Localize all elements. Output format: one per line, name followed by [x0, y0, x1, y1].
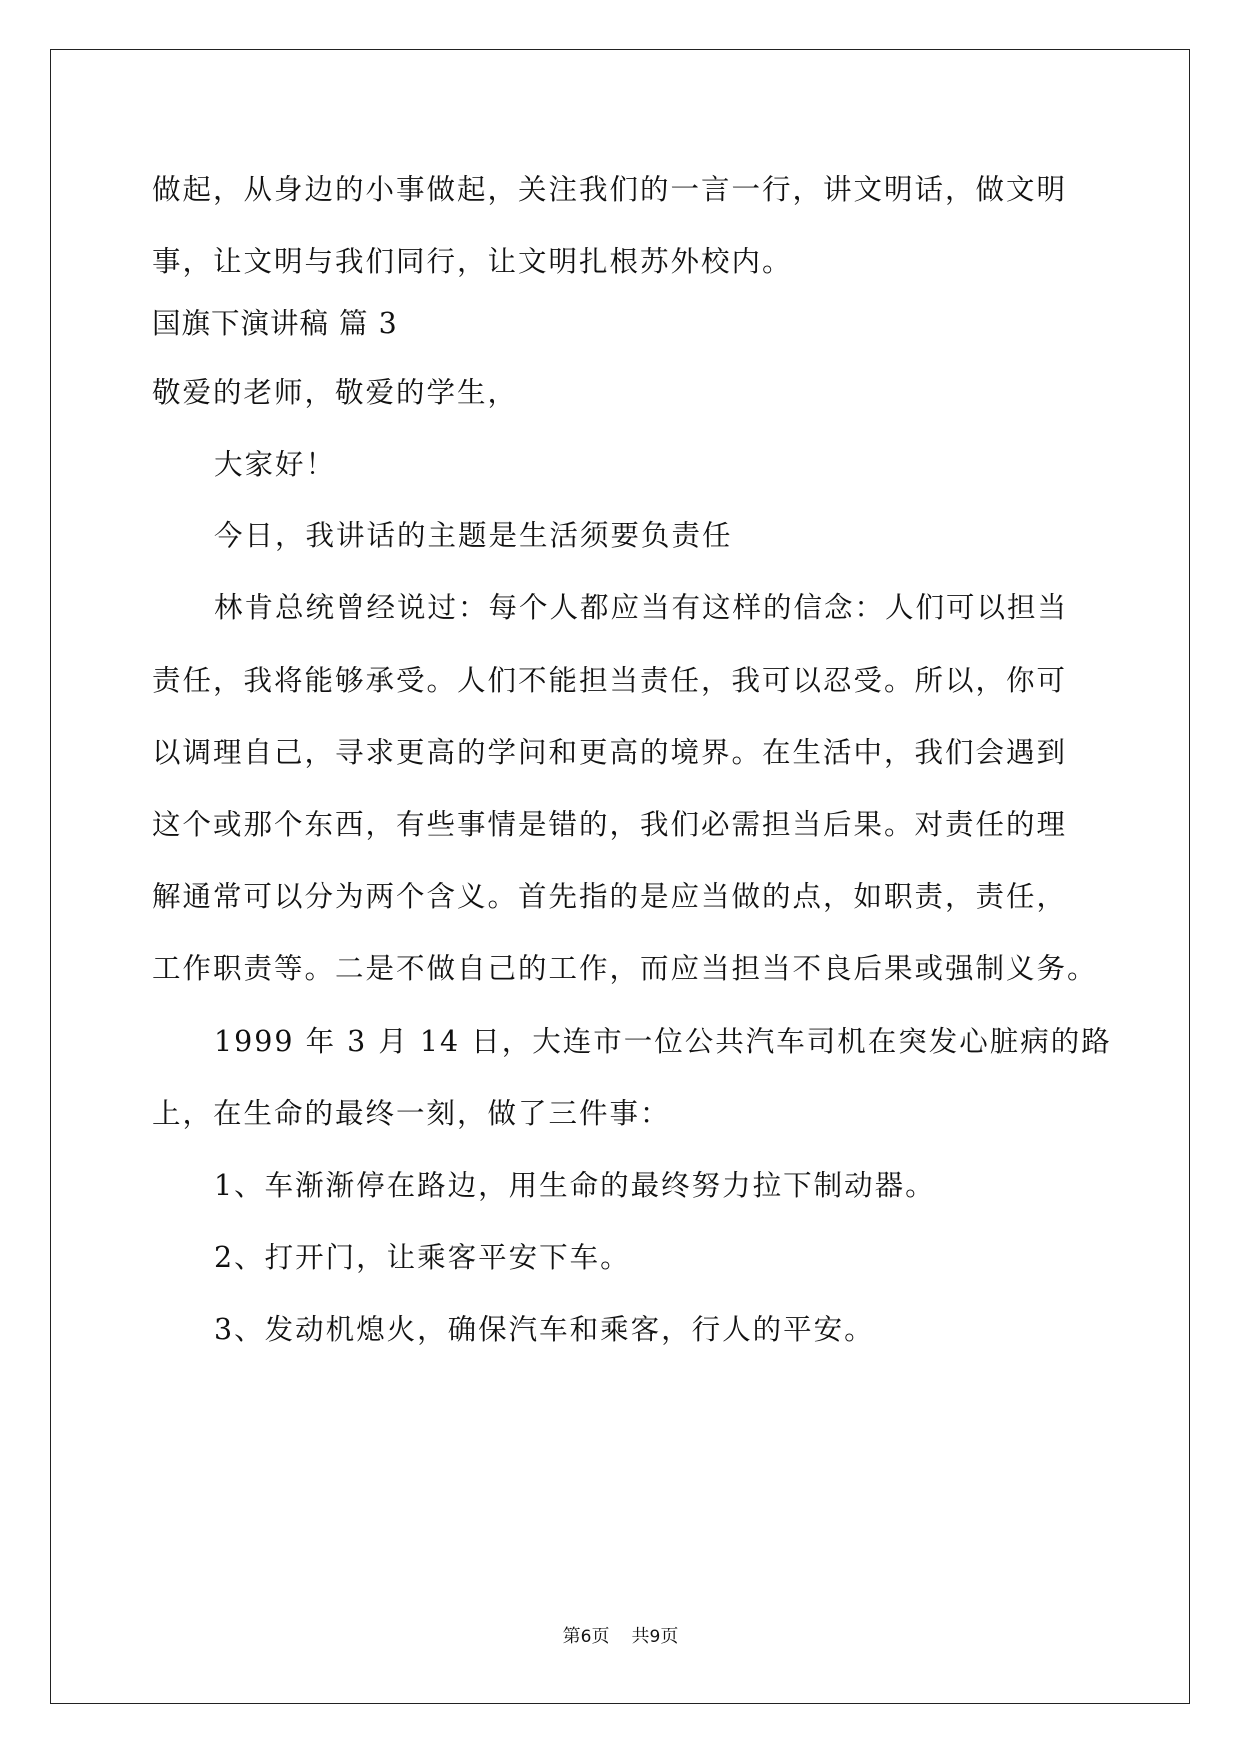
paragraph-line: 林肯总统曾经说过：每个人都应当有这样的信念：人们可以担当 [214, 591, 1069, 624]
salutation: 敬爱的老师，敬爱的学生， [152, 376, 519, 409]
paragraph-line: 责任，我将能够承受。人们不能担当责任，我可以忍受。所以，你可 [152, 664, 1068, 697]
paragraph-line: 1999 年 3 月 14 日，大连市一位公共汽车司机在突发心脏病的路 [214, 1025, 1112, 1058]
greeting: 大家好！ [214, 448, 337, 481]
list-item: 2、打开门，让乘客平安下车。 [214, 1241, 631, 1274]
paragraph-line: 上，在生命的最终一刻，做了三件事： [152, 1097, 671, 1130]
section-heading: 国旗下演讲稿 篇 3 [152, 307, 398, 340]
paragraph-line: 解通常可以分为两个含义。首先指的是应当做的点，如职责，责任， [152, 880, 1068, 913]
page-footer [0, 1625, 1241, 1649]
list-item: 1、车渐渐停在路边，用生命的最终努力拉下制动器。 [214, 1169, 936, 1202]
paragraph-line: 做起，从身边的小事做起，关注我们的一言一行，讲文明话，做文明 [152, 173, 1068, 206]
paragraph-line: 事，让文明与我们同行，让文明扎根苏外校内。 [152, 245, 793, 278]
page-prefix: 第 [562, 1626, 581, 1647]
total-suffix: 页 [660, 1626, 679, 1647]
page-suffix: 页 [591, 1626, 610, 1647]
page-number: 6 [580, 1627, 592, 1647]
list-item: 3、发动机熄火，确保汽车和乘客，行人的平安。 [214, 1313, 875, 1346]
total-prefix: 共 [631, 1626, 650, 1647]
total-pages: 9 [649, 1627, 661, 1647]
paragraph-line: 今日，我讲话的主题是生活须要负责任 [214, 519, 733, 552]
paragraph-line: 以调理自己，寻求更高的学问和更高的境界。在生活中，我们会遇到 [152, 736, 1068, 769]
paragraph-line: 工作职责等。二是不做自己的工作，而应当担当不良后果或强制义务。 [152, 952, 1098, 985]
paragraph-line: 这个或那个东西，有些事情是错的，我们必需担当后果。对责任的理 [152, 808, 1068, 841]
